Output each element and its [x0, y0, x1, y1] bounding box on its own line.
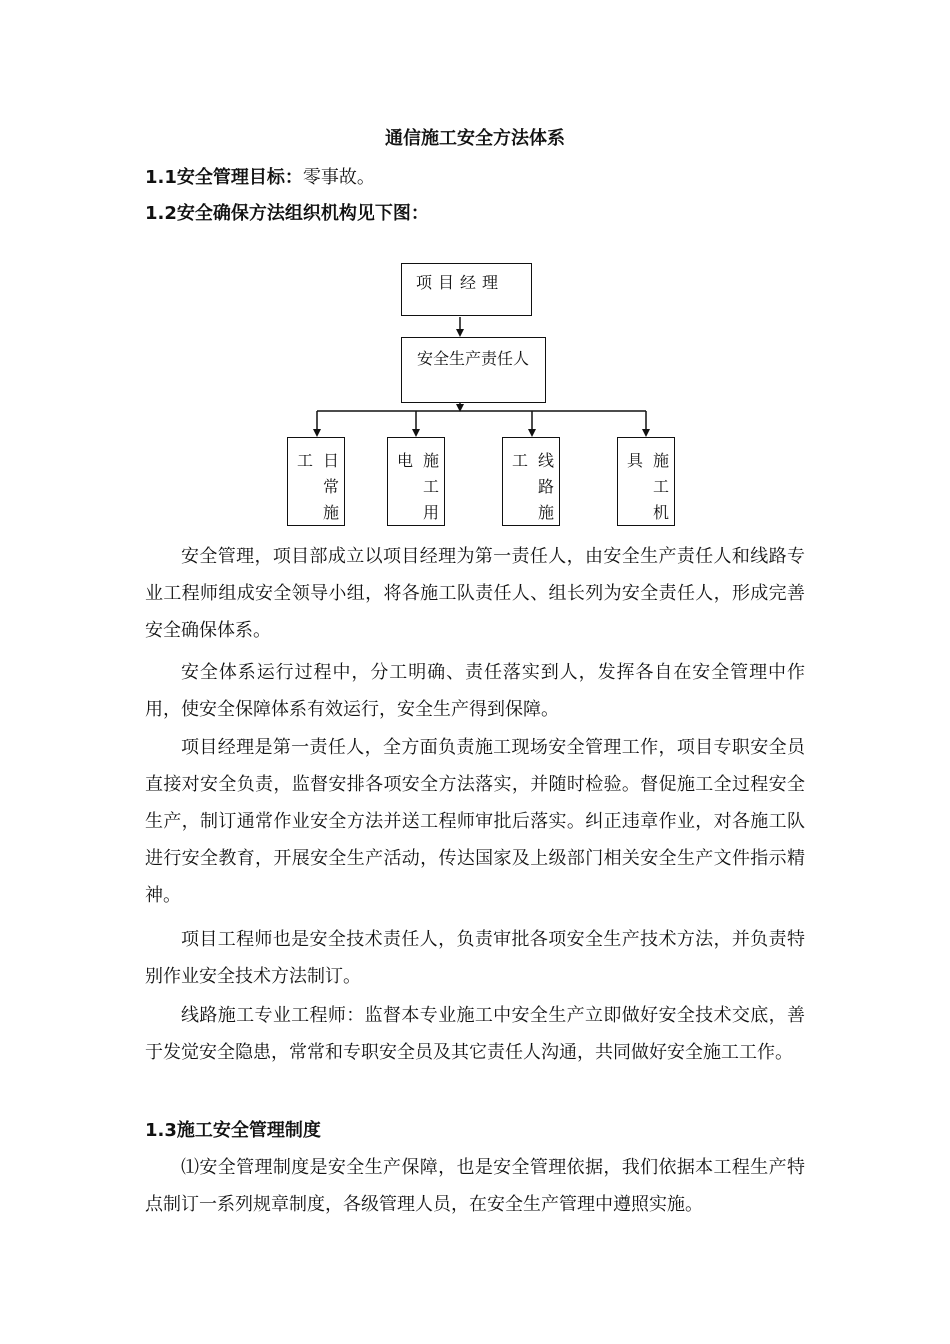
- org-col-char: 用: [423, 503, 440, 522]
- org-col-char: 工: [653, 477, 670, 496]
- org-col-char: 常: [323, 477, 340, 496]
- org-box-col-1: [287, 437, 345, 526]
- org-col-char: 施: [653, 451, 670, 470]
- org-box-label: 项目经理: [416, 273, 505, 292]
- body-paragraph: 安全管理，项目部成立以项目经理为第一责任人，由安全生产责任人和线路专业工程师组成安全领导小组，将各施工队责任人、组长列为安全责任人，形成完善安全确保体系。: [145, 546, 805, 641]
- section-heading-1-3: 1.3施工安全管理制度: [145, 1120, 321, 1141]
- org-col-char: 工: [297, 451, 314, 470]
- body-paragraph: 安全体系运行过程中，分工明确、责任落实到人，发挥各自在安全管理中作用，使安全保障体系有效运行，安全生产得到保障。: [145, 662, 805, 720]
- org-col-char: 日: [323, 451, 340, 470]
- section-label-1-1: 1.1安全管理目标：: [145, 167, 303, 188]
- org-col-char: 施: [323, 503, 340, 522]
- org-col-char: 路: [538, 477, 555, 496]
- org-box-col-4: [617, 437, 675, 526]
- org-box-col-3: [502, 437, 560, 526]
- org-col-char: 线: [538, 451, 555, 470]
- org-col-char: 电: [397, 451, 414, 470]
- body-paragraph: 项目工程师也是安全技术责任人，负责审批各项安全生产技术方法，并负责特别作业安全技术方法制订。: [145, 929, 805, 987]
- org-box-label: 安全生产责任人: [417, 349, 530, 368]
- section-value-1-1: 零事故。: [302, 167, 375, 188]
- document-title: 通信施工安全方法体系: [385, 128, 565, 149]
- org-box-safety-officer: [401, 337, 546, 403]
- org-box-col-2: [387, 437, 445, 526]
- body-paragraph: 线路施工专业工程师：监督本专业施工中安全生产立即做好安全技术交底，善于发觉安全隐患，常常和专职安全员及其它责任人沟通，共同做好安全施工工作。: [145, 1005, 805, 1063]
- body-paragraph: 项目经理是第一责任人，全方面负责施工现场安全管理工作，项目专职安全员直接对安全负责，监督安排各项安全方法落实，并随时检验。督促施工全过程安全生产，制订通常作业安全方法并送工程师审批后落实。纠正违章作业，对各施工队进行安全教育，开展安全生产活动，传达国家及上级部门相关安全生产文件指示精神。: [145, 737, 805, 906]
- org-col-char: 施: [538, 503, 555, 522]
- org-col-char: 机: [653, 503, 670, 522]
- org-col-char: 工: [512, 451, 529, 470]
- org-col-char: 具: [627, 451, 644, 470]
- section-heading-1-2: 1.2安全确保方法组织机构见下图：: [145, 203, 429, 224]
- org-col-char: 工: [423, 477, 440, 496]
- body-paragraph: ⑴安全管理制度是安全生产保障，也是安全管理依据，我们依据本工程生产特点制订一系列规章制度，各级管理人员，在安全生产管理中遵照实施。: [145, 1157, 805, 1215]
- org-col-char: 施: [423, 451, 440, 470]
- org-box-project-manager: [401, 263, 532, 316]
